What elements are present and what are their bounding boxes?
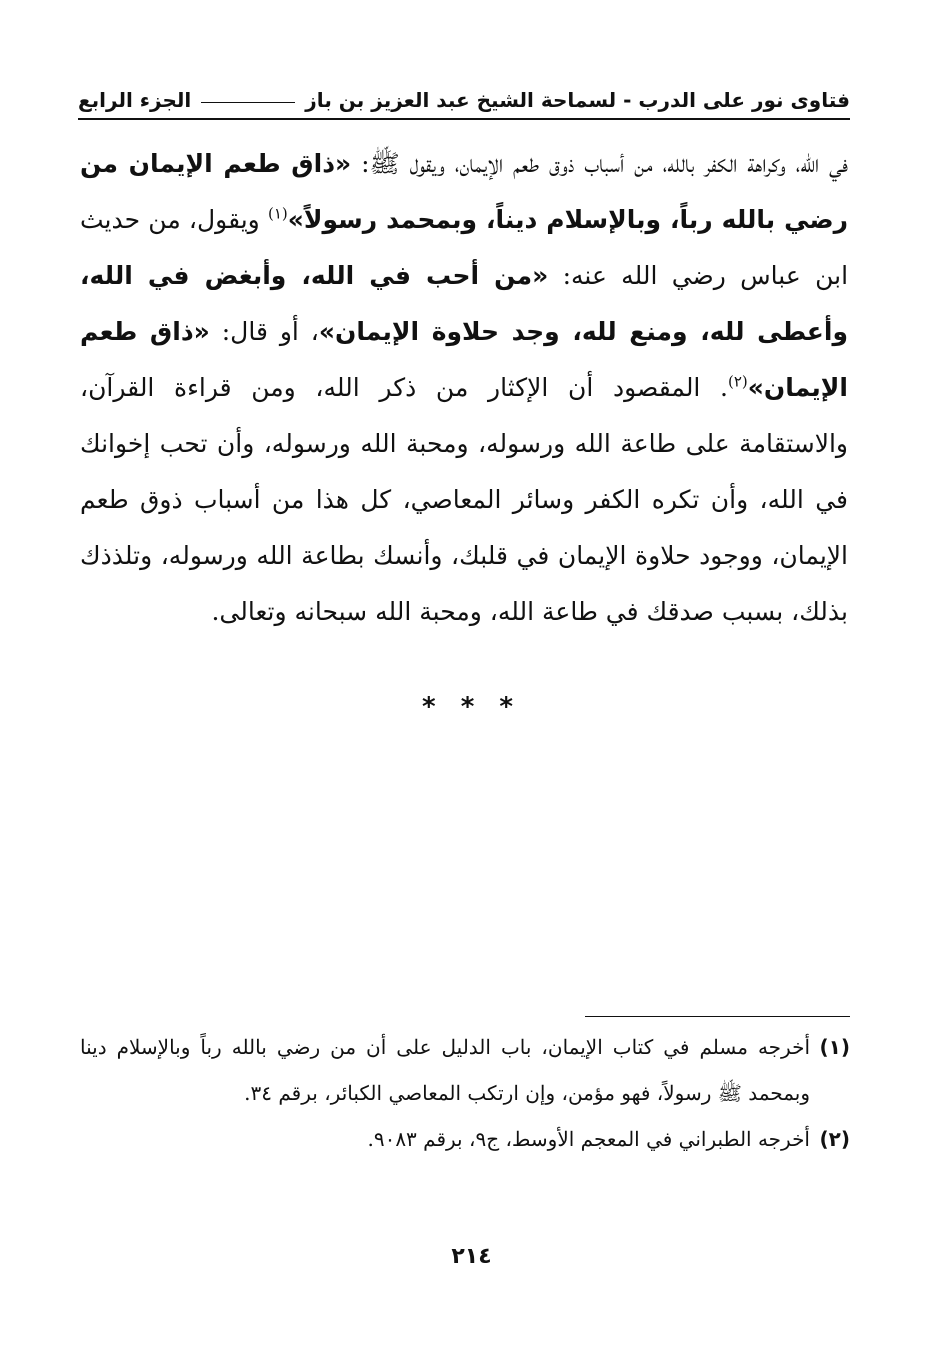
footnote-rule xyxy=(585,1016,850,1017)
page-number: ٢١٤ xyxy=(451,1244,492,1269)
book-title: فتاوى نور على الدرب - لسماحة الشيخ عبد العزيز بن باز xyxy=(305,88,850,112)
text-segment: . المقصود أن الإكثار من ذكر الله، ومن قراءة القرآن، والاستقامة على طاعة الله ورسوله، ومحبة الله ورسوله، وأن تحب إخوانك في الله، وأن تكره الكفر وسائر المعاصي، كل هذا من أسباب ذوق طعم الإيمان، ووجود حلاوة الإيمان في قلبك، وأنسك بطاعة الله ورسوله، وتلذذك بذلك، بسبب صدقك في طاعة الله، ومحبة الله سبحانه وتعالى. xyxy=(80,373,848,626)
footnote-item xyxy=(80,1116,850,1162)
footnote-number: (١) xyxy=(819,1035,850,1059)
header-leader-line xyxy=(201,102,295,103)
volume-label: الجزء الرابع xyxy=(78,88,192,112)
hadith-quote: «ذاق طعم الإيمان» xyxy=(80,317,848,402)
section-separator: * * * xyxy=(422,692,521,722)
text-segment: ويقول، من حديث ابن عباس رضي الله عنه: xyxy=(80,205,848,290)
running-header xyxy=(78,68,850,112)
footnote-text: أخرجه مسلم في كتاب الإيمان، باب الدليل على أن من رضي بالله رباً وبالإسلام دينا وبمحمد ﷺ رسولاً، فهو مؤمن، وإن ارتكب المعاصي الكبائر، برقم ٣٤. xyxy=(80,1035,810,1105)
footnote-marker: (١) xyxy=(267,204,288,223)
footnote-item xyxy=(80,1024,850,1116)
footnote-marker: (٢) xyxy=(728,372,748,391)
text-segment: في الله، وكراهة الكفر بالله، من أسباب ذوق طعم الإيمان، ويقول ﷺ: xyxy=(351,149,848,178)
main-text xyxy=(80,136,848,681)
footnote-text: أخرجه الطبراني في المعجم الأوسط، ج٩، برقم ٩٠٨٣. xyxy=(367,1127,810,1151)
main-paragraph xyxy=(80,136,848,640)
text-segment: ، أو قال: xyxy=(209,317,319,346)
header-rule xyxy=(78,118,850,120)
footnote-number: (٢) xyxy=(819,1127,850,1151)
hadith-quote: «من أحب في الله، وأبغض في الله، وأعطى لله، ومنع لله، وجد حلاوة الإيمان» xyxy=(80,261,848,346)
footnotes xyxy=(80,1024,850,1162)
hadith-quote: «ذاق طعم الإيمان من رضي بالله رباً، وبالإسلام ديناً، وبمحمد رسولاً» xyxy=(80,149,848,234)
